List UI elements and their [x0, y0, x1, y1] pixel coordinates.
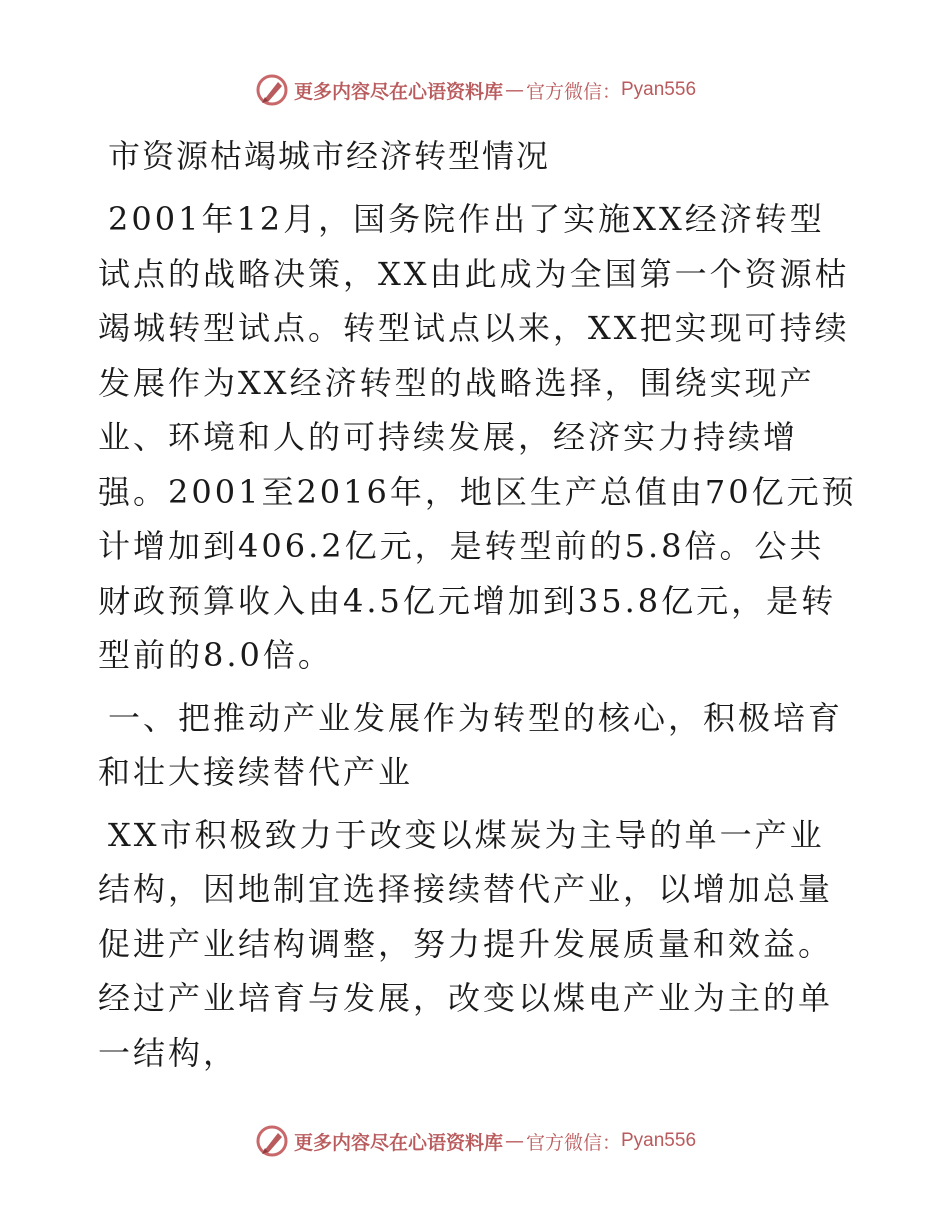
document-title: 市资源枯竭城市经济转型情况: [108, 137, 551, 175]
watermark-wechat-label: 官方微信：: [525, 80, 621, 103]
document-body: [98, 118, 858, 1080]
pen-logo-icon: [254, 72, 290, 108]
watermark-handle: Pyan556: [621, 1130, 697, 1151]
section-paragraph: XX市积极致力于改变以煤炭为主导的单一产业结构，因地制宜选择接续替代产业，以增加总量促进产业结构调整，努力提升发展质量和效益。经过产业培育与发展，改变以煤电产业为主的单一结构，: [98, 815, 834, 1072]
watermark-wechat-label: 官方微信：: [525, 1131, 621, 1154]
watermark-text: 更多内容尽在心语资料库: [293, 1131, 503, 1154]
paragraph: 2001年12月，国务院作出了实施XX经济转型试点的战略决策，XX由此成为全国第一个资源枯竭城转型试点。转型试点以来，XX把实现可持续发展作为XX经济转型的战略选择，围绕实现产业、环境和人的可持续发展，经济实力持续增强。2001至2016年，地区生产总值由70亿元预计增加到406.2亿元，是转型前的5.8倍。公共财政预算收入由4.5亿元增加到35.8亿元，是转型前的8.0倍。: [98, 200, 857, 674]
watermark-handle: Pyan556: [621, 79, 697, 100]
section-heading: 一、把推动产业发展作为转型的核心，积极培育和壮大接续替代产业: [98, 698, 844, 791]
header-watermark: [0, 70, 950, 110]
watermark-separator: —: [504, 1130, 524, 1152]
footer-watermark: [0, 1121, 950, 1161]
watermark-separator: —: [504, 79, 524, 101]
pen-logo-icon: [254, 1123, 290, 1159]
watermark-text: 更多内容尽在心语资料库: [293, 80, 503, 103]
